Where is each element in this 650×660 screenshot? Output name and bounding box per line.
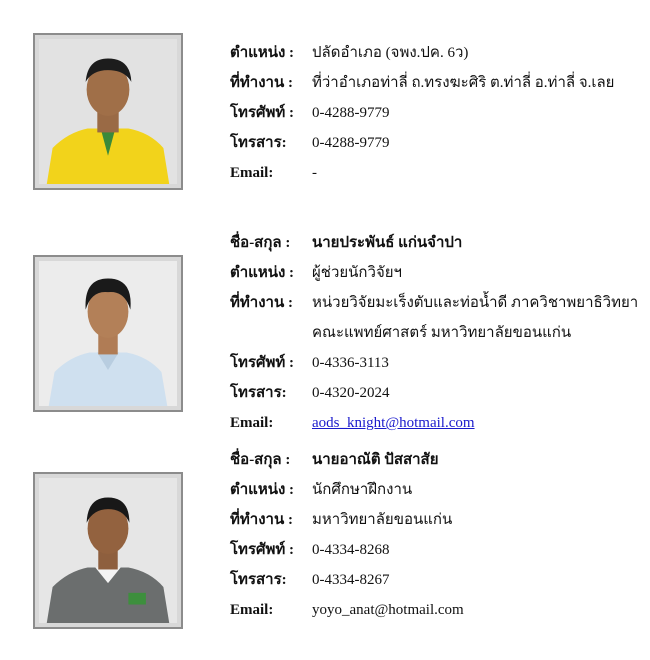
fax-value: 0-4320-2024 <box>312 385 390 401</box>
person-2-photo <box>33 255 183 412</box>
fax-label: โทรสาร: <box>230 385 287 401</box>
fax-row <box>230 378 645 408</box>
person-3-portrait <box>39 478 177 623</box>
position-label: ตำแหน่ง : <box>230 482 295 498</box>
person-1-portrait <box>39 39 177 184</box>
position-value: ปลัดอำเภอ (จพง.ปค. 6ว) <box>312 45 469 61</box>
fax-label: โทรสาร: <box>230 135 287 151</box>
position-label: ตำแหน่ง : <box>230 45 295 61</box>
workplace-row <box>230 68 645 98</box>
email-value: yoyo_anat@hotmail.com <box>312 602 464 618</box>
name-row <box>230 228 645 258</box>
email-row <box>230 595 645 625</box>
person-2-details <box>230 228 645 438</box>
person-icon <box>39 39 177 184</box>
fax-value: 0-4288-9779 <box>312 135 390 151</box>
name-label: ชื่อ-สกุล : <box>230 452 291 468</box>
phone-label: โทรศัพท์ : <box>230 105 295 121</box>
email-row <box>230 408 645 438</box>
email-label: Email: <box>230 165 274 181</box>
person-icon <box>39 478 177 623</box>
person-1-photo <box>33 33 183 190</box>
fax-label: โทรสาร: <box>230 572 287 588</box>
workplace-label: ที่ทำงาน : <box>230 75 293 91</box>
workplace-label: ที่ทำงาน : <box>230 295 293 311</box>
person-3-photo <box>33 472 183 629</box>
phone-row <box>230 98 645 128</box>
email-value: - <box>312 165 317 181</box>
person-3-details <box>230 445 645 625</box>
phone-label: โทรศัพท์ : <box>230 355 295 371</box>
phone-label: โทรศัพท์ : <box>230 542 295 558</box>
workplace-value: ที่ว่าอำเภอท่าลี่ ถ.ทรงฆะศิริ ต.ท่าลี่ อ.ท่าลี่ จ.เลย <box>312 75 615 91</box>
email-row <box>230 158 645 188</box>
workplace-value-line-1: หน่วยวิจัยมะเร็งตับและท่อน้ำดี ภาควิชาพยาธิวิทยา <box>312 295 639 311</box>
fax-row <box>230 128 645 158</box>
phone-value: 0-4336-3113 <box>312 355 389 371</box>
email-link[interactable]: aods_knight@hotmail.com <box>312 415 475 431</box>
position-row <box>230 475 645 505</box>
position-value: ผู้ช่วยนักวิจัยฯ <box>312 265 402 281</box>
email-label: Email: <box>230 415 274 431</box>
position-label: ตำแหน่ง : <box>230 265 295 281</box>
workplace-value-line-2: คณะแพทย์ศาสตร์ มหาวิทยาลัยขอนแก่น <box>312 325 572 341</box>
workplace-row <box>230 288 645 348</box>
person-icon <box>39 261 177 406</box>
person-1-details <box>230 38 645 188</box>
person-2-portrait <box>39 261 177 406</box>
phone-row <box>230 348 645 378</box>
position-row <box>230 38 645 68</box>
fax-row <box>230 565 645 595</box>
name-row <box>230 445 645 475</box>
email-label: Email: <box>230 602 274 618</box>
phone-row <box>230 535 645 565</box>
phone-value: 0-4288-9779 <box>312 105 390 121</box>
fax-value: 0-4334-8267 <box>312 572 390 588</box>
name-value: นายอาณัติ ปัสสาสัย <box>312 452 439 468</box>
workplace-value: มหาวิทยาลัยขอนแก่น <box>312 512 453 528</box>
phone-value: 0-4334-8268 <box>312 542 390 558</box>
name-label: ชื่อ-สกุล : <box>230 235 291 251</box>
name-value: นายประพันธ์ แก่นจำปา <box>312 235 463 251</box>
position-row <box>230 258 645 288</box>
workplace-label: ที่ทำงาน : <box>230 512 293 528</box>
workplace-row <box>230 505 645 535</box>
position-value: นักศึกษาฝึกงาน <box>312 482 413 498</box>
